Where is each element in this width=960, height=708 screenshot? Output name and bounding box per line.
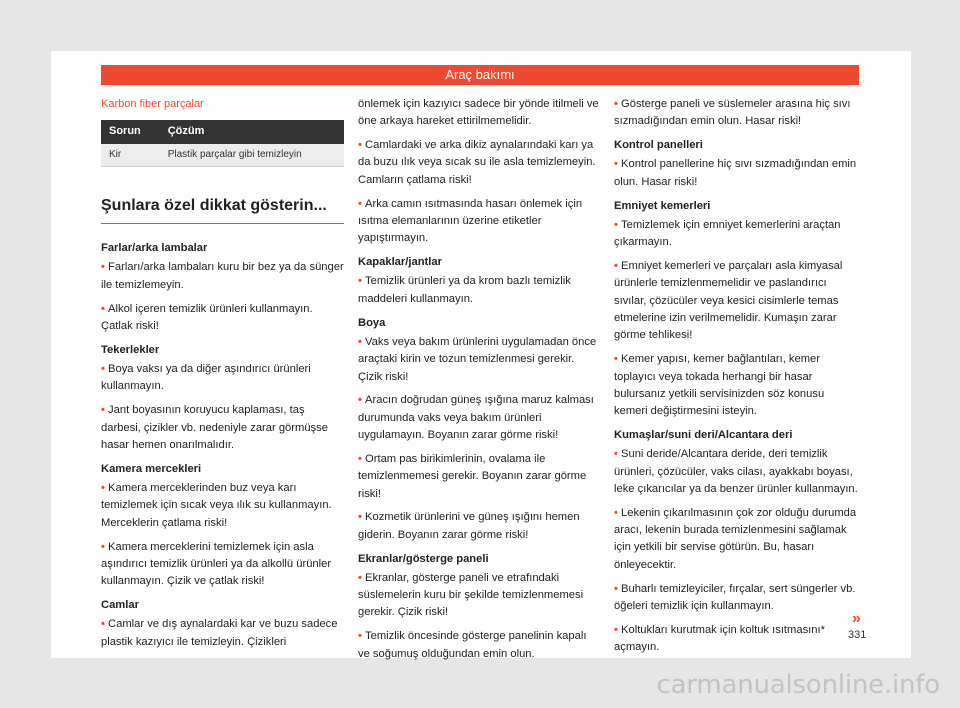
list-item: • Farları/arka lambaları kuru bir bez ya da sünger ile temizlemeyin.: [101, 261, 344, 291]
list-item: • Temizlik öncesinde gösterge panelinin kapalı ve soğumuş olduğundan emin olun.: [358, 630, 587, 660]
bullet-icon: •: [358, 394, 366, 407]
bullet-icon: •: [614, 353, 622, 366]
table-cell: Kir: [101, 144, 160, 167]
bullet-icon: •: [358, 335, 366, 348]
bullet-icon: •: [101, 302, 109, 315]
continued-text: önlemek için kazıyıcı sadece bir yönde itilmeli ve öne arkaya hareket ettirilmemelidir.: [358, 98, 599, 128]
table-cell: Plastik parçalar gibi temizleyin: [160, 144, 344, 167]
list-item: • Jant boyasının koruyucu kaplaması, taş darbesi, çizikler vb. nedeniyle zarar görmüşse hasar hemen onarılmalıdır.: [101, 404, 328, 451]
boya-heading: Boya: [358, 316, 386, 329]
bullet-icon: •: [614, 218, 622, 231]
bullet-icon: •: [614, 260, 622, 273]
column-2: [358, 96, 601, 670]
bullet-icon: •: [358, 452, 366, 465]
farlar-heading: Farlar/arka lambalar: [101, 242, 208, 255]
list-item: • Boya vaksı ya da diğer aşındırıcı ürünleri kullanmayın.: [101, 363, 311, 393]
bullet-icon: •: [101, 404, 109, 417]
list-item: • Arka camın ısıtmasında hasarı önlemek için ısıtma elemanlarının üzerine etiketler yapıştırmayın.: [358, 197, 583, 245]
tekerlekler-heading: Tekerlekler: [101, 343, 160, 356]
list-item: • Kemer yapısı, kemer bağlantıları, kemer toplayıcı veya tokada herhangi bir hasar bulursanız yetkili servisinizden söz konusu kemeri değiştirmesini isteyin.: [614, 353, 825, 418]
list-item: • Ortam pas birikimlerinin, ovalama ile temizlenmemesi gerekir. Boyanın zarar görme riski!: [358, 452, 587, 500]
bullet-icon: •: [358, 139, 366, 152]
list-item: • Vaks veya bakım ürünlerini uygulamadan önce araçtaki kirin ve tozun temizlenmesi gerekir. Çizik riski!: [358, 335, 597, 383]
list-item: • Aracın doğrudan güneş ışığına maruz kalması durumunda vaks veya bakım ürünleri uygulamayın. Boyanın zarar görme riski!: [358, 394, 594, 442]
bullet-icon: •: [101, 363, 109, 376]
list-item: • Ekranlar, gösterge paneli ve etrafındaki süslemelerin kuru bir şekilde temizlenmemesi gerekir. Çizik riski!: [358, 571, 584, 619]
bullet-icon: •: [614, 448, 622, 461]
bullet-icon: •: [614, 582, 622, 595]
list-item: • Emniyet kemerleri ve parçaları asla kimyasal ürünlerle temizlenmemelidir ve paslandırıcı sıvılar, çözücüler veya kesici cisimlerle temas etmelerine izin verilmemelidir. Kumaşın zarar görme tehlikesi!: [614, 260, 843, 342]
emniyet-heading: Emniyet kemerleri: [614, 199, 711, 212]
section-title: Şunlara özel dikkat gösterin...: [101, 197, 344, 224]
list-item: • Alkol içeren temizlik ürünleri kullanmayın. Çatlak riski!: [101, 302, 313, 332]
bullet-icon: •: [358, 275, 366, 288]
column-1: [101, 96, 344, 658]
list-item: • Camlardaki ve arka dikiz aynalarındaki karı ya da buzu ılık veya sıcak su ile asla temizlemeyin. Camların çatlama riski!: [358, 139, 596, 186]
bullet-icon: •: [358, 571, 366, 584]
column-3: [614, 96, 860, 663]
carbon-fiber-title: Karbon fiber parçalar: [101, 98, 204, 110]
bullet-icon: •: [358, 630, 366, 643]
table-header-cell: Çözüm: [160, 120, 344, 144]
bullet-icon: •: [101, 618, 109, 631]
list-item: • Kozmetik ürünlerini ve güneş ışığını hemen giderin. Boyanın zarar görme riski!: [358, 511, 580, 541]
list-item: • Suni deride/Alcantara deride, deri temizlik ürünleri, çözücüler, vaks cilası, ayakkabı boyası, leke çıkarıcılar ya da benzer ürünler kullanmayın.: [614, 448, 858, 495]
bullet-icon: •: [614, 506, 622, 519]
bullet-icon: •: [358, 511, 366, 524]
camlar-heading: Camlar: [101, 599, 139, 612]
bullet-icon: •: [614, 98, 622, 110]
bullet-icon: •: [614, 158, 622, 171]
table-header-cell: Sorun: [101, 120, 160, 144]
kontrol-heading: Kontrol panelleri: [614, 139, 703, 152]
bullet-icon: •: [101, 261, 109, 274]
list-item: • Kamera merceklerini temizlemek için asla aşındırıcı temizlik ürünleri ya da alkollü ürünler kullanmayın. Çizik ve çatlak riski!: [101, 540, 332, 588]
watermark: carmanualsonline.info: [656, 670, 940, 700]
bullet-icon: •: [101, 540, 109, 553]
kumaslar-heading: Kumaşlar/suni deri/Alcantara deri: [614, 429, 793, 442]
list-item: • Camlar ve dış aynalardaki kar ve buzu sadece plastik kazıyıcı ile temizleyin. Çizikleri: [101, 618, 338, 648]
ekranlar-heading: Ekranlar/gösterge paneli: [358, 552, 489, 565]
continue-chevron-icon: »: [852, 610, 861, 627]
list-item: • Lekenin çıkarılmasının çok zor olduğu durumda aracı, lekenin burada temizlenmesini sağlamak için yetkili bir servise götürün. Bu, hasarı önleyecektir.: [614, 506, 857, 571]
bullet-icon: •: [614, 623, 622, 636]
list-item: • Buharlı temizleyiciler, fırçalar, sert süngerler vb. öğeleri temizlik için kullanmayın.: [614, 582, 856, 612]
list-item: • Temizlemek için emniyet kemerlerini araçtan çıkarmayın.: [614, 218, 841, 249]
list-item: • Kontrol panellerine hiç sıvı sızmadığından emin olun. Hasar riski!: [614, 158, 857, 188]
kapaklar-heading: Kapaklar/jantlar: [358, 256, 442, 269]
bullet-icon: •: [101, 482, 109, 495]
list-item: • Temizlik ürünleri ya da krom bazlı temizlik maddeleri kullanmayın.: [358, 275, 571, 305]
list-item: • Gösterge paneli ve süslemeler arasına hiç sıvı sızmadığından emin olun. Hasar riski!: [614, 98, 851, 128]
kamera-heading: Kamera mercekleri: [101, 462, 202, 475]
page-header: Araç bakımı: [101, 65, 859, 85]
list-item: • Kamera merceklerinden buz veya karı temizlemek için sıcak veya ılık su kullanmayın. Merceklerin çatlama riski!: [101, 482, 332, 529]
page-number: 331: [848, 629, 867, 641]
list-item: • Koltukları kurutmak için koltuk ısıtmasını* açmayın.: [614, 623, 825, 654]
table-row: [101, 144, 344, 167]
carbon-fiber-table: [101, 120, 344, 167]
bullet-icon: •: [358, 197, 366, 210]
table-header-row: [101, 120, 344, 144]
